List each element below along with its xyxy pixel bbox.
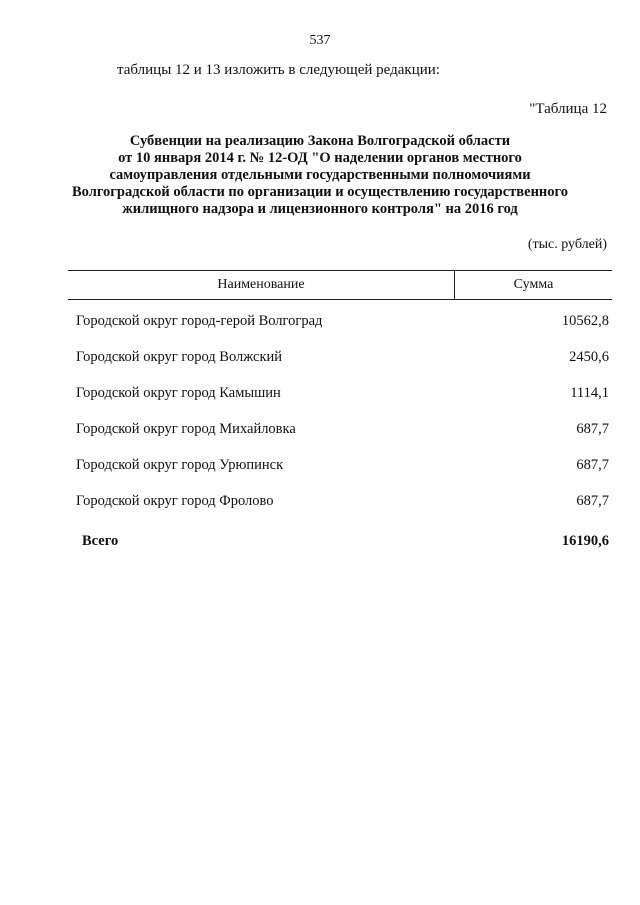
title-line: от 10 января 2014 г. № 12-ОД "О наделении органов местного [118, 150, 522, 166]
title-line: Субвенции на реализацию Закона Волгоградской области [129, 133, 511, 149]
total-label: Всего [82, 533, 119, 549]
row-sum: 687,7 [576, 457, 609, 473]
page-number: 537 [309, 33, 331, 48]
table-reference: "Таблица 12 [529, 101, 607, 117]
table-header [68, 270, 612, 300]
row-sum: 2450,6 [569, 349, 609, 365]
table-row [68, 421, 609, 457]
document-title [60, 133, 580, 218]
table-row [68, 457, 609, 493]
title-line: Волгоградской области по организации и осуществлению государственного [71, 184, 569, 200]
title-line: самоуправления отдельными государственными полномочиями [109, 167, 531, 183]
intro-text: таблицы 12 и 13 изложить в следующей редакции: [117, 62, 440, 78]
table-row [68, 349, 609, 385]
table-row [68, 313, 609, 349]
row-sum: 10562,8 [561, 313, 609, 329]
table-body [68, 313, 609, 529]
table-row [68, 385, 609, 421]
units-label: (тыс. рублей) [527, 237, 607, 252]
row-sum: 687,7 [576, 493, 609, 509]
row-name: Городской округ город Камышин [76, 385, 281, 401]
column-header-sum: Сумма [513, 277, 554, 292]
row-name: Городской округ город Фролово [76, 493, 274, 509]
table-total-row [68, 533, 609, 553]
title-line: жилищного надзора и лицензионного контроля" на 2016 год [122, 201, 518, 217]
row-name: Городской округ город Михайловка [76, 421, 296, 437]
row-sum: 687,7 [576, 421, 609, 437]
row-name: Городской округ город-герой Волгоград [76, 313, 323, 329]
column-header-name: Наименование [68, 271, 455, 299]
row-sum: 1114,1 [570, 385, 609, 401]
total-sum: 16190,6 [561, 533, 609, 549]
table-row [68, 493, 609, 529]
row-name: Городской округ город Волжский [76, 349, 283, 365]
row-name: Городской округ город Урюпинск [76, 457, 284, 473]
